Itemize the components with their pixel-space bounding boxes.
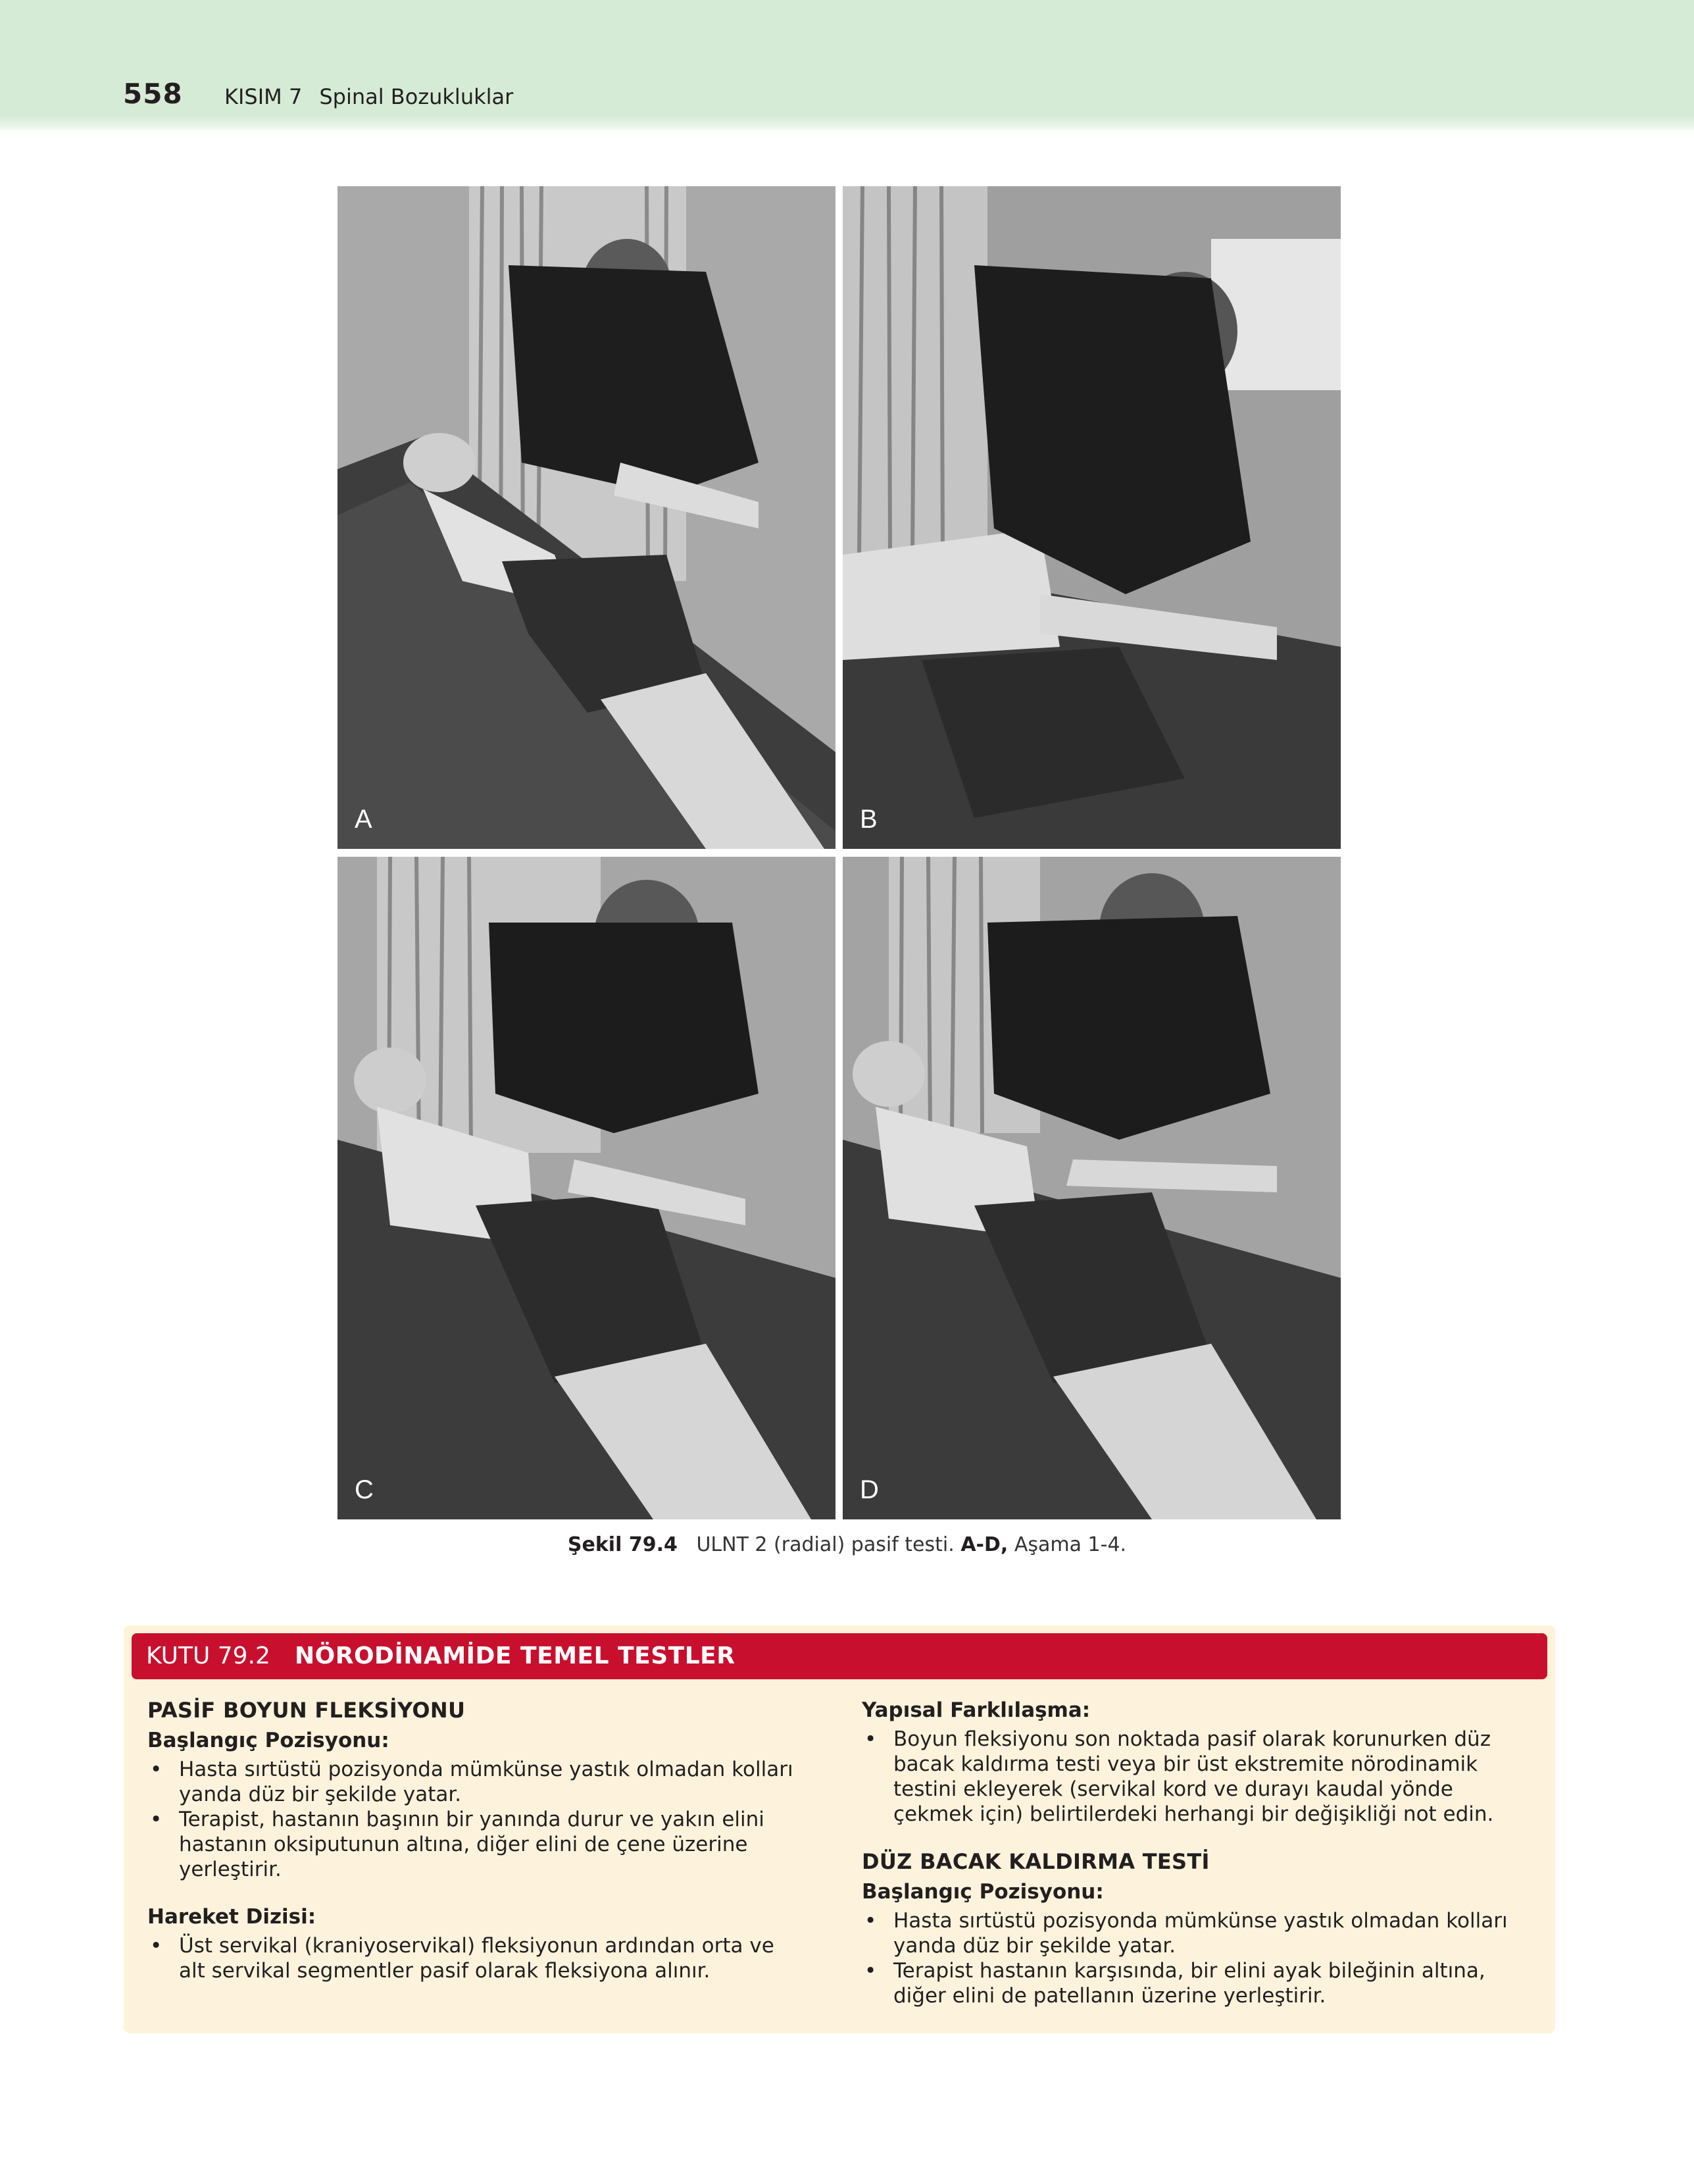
figure-photo-a [337,186,835,849]
bullet-list [862,1727,1533,1827]
caption-text: ULNT 2 (radial) pasif testi. [696,1533,955,1556]
panel-letter-b: B [860,805,878,834]
caption-range: A-D, [960,1533,1009,1556]
subheading: Başlangıç Pozisyonu: [862,1880,1104,1904]
bullet-list [862,1908,1533,2008]
bullet-list [147,1757,805,1882]
panel-letter-c: C [355,1475,374,1504]
list-item: • Üst servikal (kraniyoservikal) fleksiyonun ardından orta ve alt servikal segmentler pasif olarak fleksiyona alınır. [147,1933,805,1983]
box-right-column [862,1698,1533,2031]
box-number: KUTU 79.2 [146,1642,270,1669]
page-number: 558 [123,78,183,110]
box-title: NÖRODİNAMİDE TEMEL TESTLER [295,1642,735,1669]
list-item: • Boyun fleksiyonu son noktada pasif olarak korunurken düz bacak kaldırma testi veya bir üst ekstremite nörodinamik testini ekleyerek (servikal kord ve durayı kaudal yönde çekmek için) belirtilerdeki herhangi bir değişikliği not edin. [862,1727,1533,1827]
bullet-list [147,1933,805,1983]
list-item: • Terapist, hastanın başının bir yanında durur ve yakın elini hastanın oksiputunun altına, diğer elini de çene üzerine yerleştirir. [147,1807,805,1882]
panel-letter-d: D [860,1475,879,1504]
part-label: KISIM 7 [224,84,303,109]
figure-caption [0,1533,1694,1556]
list-item: • Terapist hastanın karşısında, bir elini ayak bileğinin altına, diğer elini de patellanın üzerine yerleştirir. [862,1958,1533,2008]
panel-letter-a: A [355,805,372,834]
subheading: Yapısal Farklılaşma: [862,1698,1091,1722]
section-heading: DÜZ BACAK KALDIRMA TESTİ [862,1849,1210,1874]
list-item: • Hasta sırtüstü pozisyonda mümkünse yastık olmadan kolları yanda düz bir şekilde yatar. [862,1908,1533,1958]
box-left-column [147,1698,805,2006]
figure-photo-d [843,857,1341,1519]
list-item: • Hasta sırtüstü pozisyonda mümkünse yastık olmadan kolları yanda düz bir şekilde yatar. [147,1757,805,1807]
caption-stages: Aşama 1-4. [1014,1533,1127,1556]
part-title: Spinal Bozukluklar [319,84,514,109]
header-band [0,0,1694,132]
figure-photo-c [337,857,835,1519]
subheading: Hareket Dizisi: [147,1905,316,1929]
subheading: Başlangıç Pozisyonu: [147,1729,389,1752]
box-title-bar [132,1633,1547,1679]
caption-label: Şekil 79.4 [567,1533,678,1556]
running-head [224,84,513,109]
section-heading: PASİF BOYUN FLEKSİYONU [147,1698,466,1723]
figure-photo-b [843,186,1341,849]
info-box [124,1625,1555,2033]
